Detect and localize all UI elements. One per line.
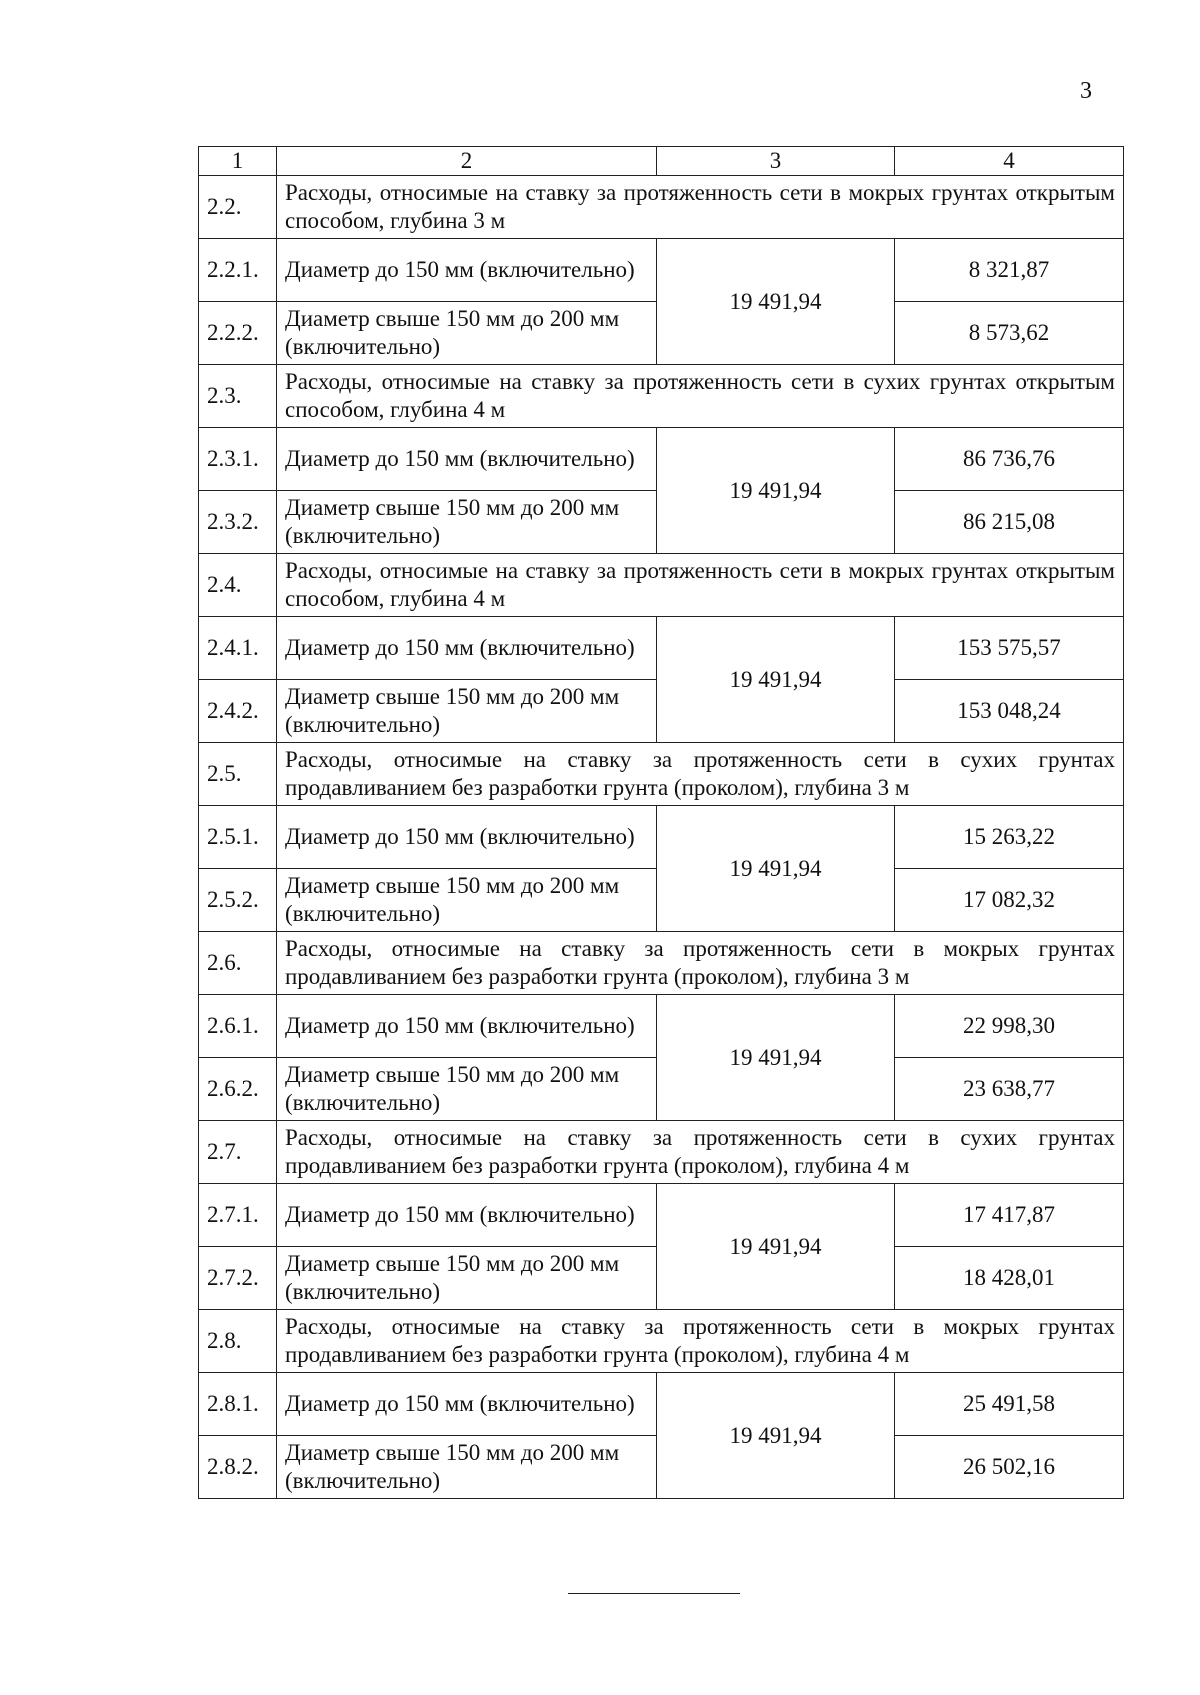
- common-rate-cell: 19 491,94: [657, 1373, 895, 1499]
- section-number: 2.7.: [199, 1121, 277, 1184]
- section-number: 2.2.: [199, 176, 277, 239]
- row-value: 153 575,57: [895, 617, 1124, 680]
- row-description: Диаметр свыше 150 мм до 200 мм (включительно): [277, 302, 657, 365]
- header-cell-4: 4: [895, 147, 1124, 176]
- row-value: 18 428,01: [895, 1247, 1124, 1310]
- row-value: 8 573,62: [895, 302, 1124, 365]
- row-value: 22 998,30: [895, 995, 1124, 1058]
- header-cell-1: 1: [199, 147, 277, 176]
- row-value: 86 215,08: [895, 491, 1124, 554]
- row-number: 2.8.1.: [199, 1373, 277, 1436]
- row-value: 25 491,58: [895, 1373, 1124, 1436]
- row-number: 2.3.1.: [199, 428, 277, 491]
- common-rate-cell: 19 491,94: [657, 1184, 895, 1310]
- row-number: 2.6.1.: [199, 995, 277, 1058]
- section-title: Расходы, относимые на ставку за протяженность сети в мокрых грунтах открытым способом, глубина 4 м: [277, 554, 1124, 617]
- section-title: Расходы, относимые на ставку за протяженность сети в сухих грунтах открытым способом, глубина 4 м: [277, 365, 1124, 428]
- row-description: Диаметр до 150 мм (включительно): [277, 239, 657, 302]
- row-description: Диаметр до 150 мм (включительно): [277, 1184, 657, 1247]
- row-number: 2.7.1.: [199, 1184, 277, 1247]
- row-number: 2.5.2.: [199, 869, 277, 932]
- row-description: Диаметр свыше 150 мм до 200 мм (включительно): [277, 869, 657, 932]
- header-row: [199, 147, 1124, 176]
- table-row: [199, 1184, 1124, 1247]
- row-number: 2.3.2.: [199, 491, 277, 554]
- row-number: 2.2.1.: [199, 239, 277, 302]
- row-description: Диаметр до 150 мм (включительно): [277, 995, 657, 1058]
- row-description: Диаметр до 150 мм (включительно): [277, 806, 657, 869]
- section-title: Расходы, относимые на ставку за протяженность сети в сухих грунтах продавливанием без разработки грунта (проколом), глубина 4 м: [277, 1121, 1124, 1184]
- row-description: Диаметр свыше 150 мм до 200 мм (включительно): [277, 491, 657, 554]
- common-rate-cell: 19 491,94: [657, 806, 895, 932]
- tariff-table: [198, 146, 1124, 1499]
- row-description: Диаметр свыше 150 мм до 200 мм (включительно): [277, 1247, 657, 1310]
- section-row: [199, 743, 1124, 806]
- row-description: Диаметр до 150 мм (включительно): [277, 428, 657, 491]
- row-number: 2.4.2.: [199, 680, 277, 743]
- row-number: 2.6.2.: [199, 1058, 277, 1121]
- row-description: Диаметр свыше 150 мм до 200 мм (включительно): [277, 1436, 657, 1499]
- section-number: 2.5.: [199, 743, 277, 806]
- row-value: 153 048,24: [895, 680, 1124, 743]
- section-title: Расходы, относимые на ставку за протяженность сети в мокрых грунтах продавливанием без разработки грунта (проколом), глубина 3 м: [277, 932, 1124, 995]
- section-row: [199, 1121, 1124, 1184]
- row-value: 15 263,22: [895, 806, 1124, 869]
- table-row: [199, 239, 1124, 302]
- row-value: 17 417,87: [895, 1184, 1124, 1247]
- section-row: [199, 554, 1124, 617]
- common-rate-cell: 19 491,94: [657, 995, 895, 1121]
- row-description: Диаметр до 150 мм (включительно): [277, 1373, 657, 1436]
- section-row: [199, 932, 1124, 995]
- row-number: 2.7.2.: [199, 1247, 277, 1310]
- table-row: [199, 428, 1124, 491]
- header-cell-2: 2: [277, 147, 657, 176]
- table-row: [199, 1373, 1124, 1436]
- row-value: 86 736,76: [895, 428, 1124, 491]
- row-value: 23 638,77: [895, 1058, 1124, 1121]
- section-number: 2.4.: [199, 554, 277, 617]
- table-row: [199, 806, 1124, 869]
- common-rate-cell: 19 491,94: [657, 239, 895, 365]
- table-body: [199, 147, 1124, 1499]
- section-row: [199, 365, 1124, 428]
- row-value: 26 502,16: [895, 1436, 1124, 1499]
- section-row: [199, 1310, 1124, 1373]
- section-number: 2.6.: [199, 932, 277, 995]
- table-row: [199, 995, 1124, 1058]
- header-cell-3: 3: [657, 147, 895, 176]
- row-value: 8 321,87: [895, 239, 1124, 302]
- common-rate-cell: 19 491,94: [657, 428, 895, 554]
- section-number: 2.3.: [199, 365, 277, 428]
- section-title: Расходы, относимые на ставку за протяженность сети в мокрых грунтах открытым способом, глубина 3 м: [277, 176, 1124, 239]
- section-title: Расходы, относимые на ставку за протяженность сети в сухих грунтах продавливанием без разработки грунта (проколом), глубина 3 м: [277, 743, 1124, 806]
- footer-divider: [568, 1593, 740, 1594]
- row-number: 2.5.1.: [199, 806, 277, 869]
- row-description: Диаметр до 150 мм (включительно): [277, 617, 657, 680]
- row-number: 2.2.2.: [199, 302, 277, 365]
- row-value: 17 082,32: [895, 869, 1124, 932]
- row-description: Диаметр свыше 150 мм до 200 мм (включительно): [277, 680, 657, 743]
- section-number: 2.8.: [199, 1310, 277, 1373]
- common-rate-cell: 19 491,94: [657, 617, 895, 743]
- row-number: 2.8.2.: [199, 1436, 277, 1499]
- table-row: [199, 617, 1124, 680]
- section-title: Расходы, относимые на ставку за протяженность сети в мокрых грунтах продавливанием без разработки грунта (проколом), глубина 4 м: [277, 1310, 1124, 1373]
- section-row: [199, 176, 1124, 239]
- row-number: 2.4.1.: [199, 617, 277, 680]
- row-description: Диаметр свыше 150 мм до 200 мм (включительно): [277, 1058, 657, 1121]
- page-number: 3: [1080, 78, 1092, 104]
